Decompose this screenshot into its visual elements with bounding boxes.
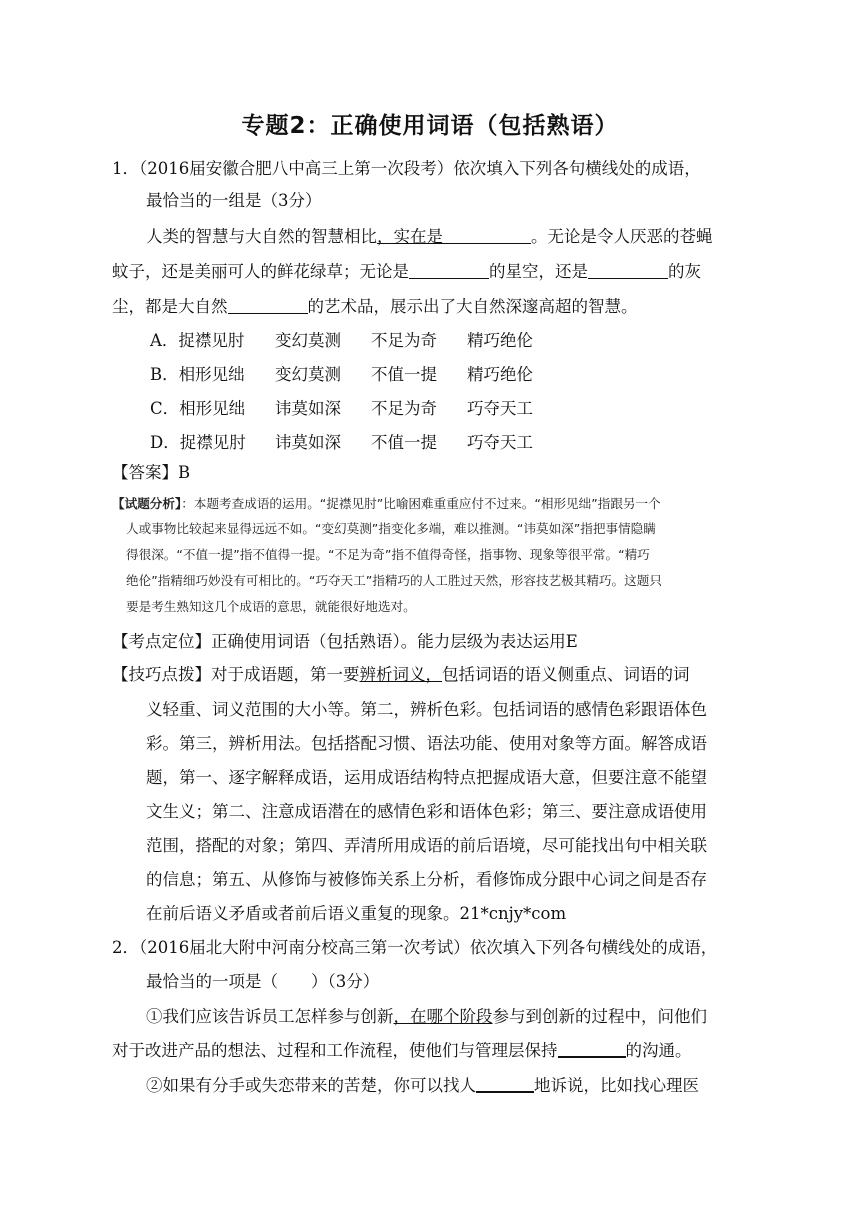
q1-passage-line3 (112, 296, 638, 318)
q1-stem-line1: 1．（2016届安徽合肥八中高三上第一次段考）依次填入下列各句横线处的成语， (112, 159, 701, 178)
q1-kaodian: 【考点定位】正确使用词语（包括熟语）。能力层级为表达运用E (112, 632, 578, 651)
q1-jiqiao-line3: 彩。第三，辨析用法。包括搭配习惯、语法功能、使用对象等方面。解答成语 (146, 734, 707, 753)
q1-jiqiao-line2: 义轻重、词义范围的大小等。第二，辨析色彩。包括词语的感情色彩跟语体色 (146, 700, 707, 719)
q1-analysis-line1: 【试题分析】：本题考查成语的运用。“捉襟见肘”比喻困难重重应付不过来。“相形见绌”指跟另一个 (112, 496, 661, 511)
jiqiao-underlined: 辨析词义， (359, 665, 442, 684)
q1-analysis-line3: 得很深。“不值一提”指不值得一提。“不足为奇”指不值得奇怪，指事物、现象等很平常。“精巧 (126, 547, 650, 562)
q1-jiqiao-line8: 在前后语义矛盾或者前后语义重复的现象。21*cnjy*com (146, 904, 567, 923)
q2-sentence2-line1: ②如果有分手或失恋带来的苦楚，你可以找人 地诉说，比如找心理医 (146, 1076, 699, 1095)
q1-passage-text: 。无论是令人厌恶的苍蝇 (531, 227, 713, 246)
q1-blank-2 (409, 262, 489, 279)
q1-option-c: C．相形见绌 讳莫如深 不足为奇 巧夺天工 (150, 399, 533, 418)
analysis-tag: 【试题分析】 (112, 496, 182, 511)
page-title: 专题2：正确使用词语（包括熟语） (241, 113, 619, 139)
q2-blank-2 (476, 1075, 534, 1093)
q1-blank-3 (588, 262, 668, 279)
q1-analysis-line5: 要是考生熟知这几个成语的意思，就能很好地选对。 (126, 599, 416, 614)
q1-passage-line2 (112, 261, 701, 283)
jiqiao-tag: 【技巧点拨】 (112, 665, 211, 684)
q2-stem-line1: 2．（2016届北大附中河南分校高三第一次考试）依次填入下列各句横线处的成语， (112, 938, 718, 957)
q1-jiqiao-line1: 【技巧点拨】对于成语题，第一要辨析词义，包括词语的语义侧重点、词语的词 (112, 665, 690, 684)
q2-blank-1 (558, 1040, 626, 1058)
q1-blank-4 (228, 297, 308, 314)
q1-answer: 【答案】B (112, 463, 191, 482)
q1-analysis-line4: 绝伦”指精细巧妙没有可相比的。“巧夺天工”指精巧的人工胜过天然，形容技艺极其精巧。这题只 (126, 573, 662, 588)
q1-jiqiao-line5: 文生义；第二、注意成语潜在的感情色彩和语体色彩；第三、要注意成语使用 (146, 802, 707, 821)
q1-jiqiao-line6: 范围，搭配的对象；第四、弄清所用成语的前后语境，尽可能找出句中相关联 (146, 836, 707, 855)
q1-blank-1 (443, 227, 531, 244)
q1-passage-text: 的星空，还是 (489, 262, 588, 281)
q1-analysis-line2: 人或事物比较起来显得远远不如。“变幻莫测”指变化多端，难以推测。“讳莫如深”指把事情隐瞒 (126, 521, 656, 536)
q1-passage-text: 尘，都是大自然 (112, 297, 228, 316)
q1-passage-text: 的艺术品，展示出了大自然深邃高超的智慧。 (307, 297, 638, 316)
q2-sentence1-line1: ①我们应该告诉员工怎样参与创新，在哪个阶段参与到创新的过程中，问他们 (146, 1007, 707, 1026)
q1-option-b: B．相形见绌 变幻莫测 不值一提 精巧绝伦 (150, 365, 533, 384)
q1-jiqiao-line4: 题，第一、逐字解释成语，运用成语结构特点把握成语大意，但要注意不能望 (146, 768, 707, 787)
q1-passage-underlined: ，实在是 (377, 227, 443, 246)
q1-option-d: D．捉襟见肘 讳莫如深 不值一提 巧夺天工 (150, 433, 533, 452)
q1-stem-line2: 最恰当的一组是（3分） (146, 191, 322, 210)
q1-passage-text: 蚊子，还是美丽可人的鲜花绿草；无论是 (112, 262, 409, 281)
q1-passage-text: 的灰 (668, 262, 701, 281)
q2-underlined: ，在哪个阶段 (393, 1007, 493, 1026)
q2-sentence1-line2: 对于改进产品的想法、过程和工作流程，使他们与管理层保持 的沟通。 (112, 1041, 692, 1060)
q1-passage-text: 人类的智慧与大自然的智慧相比 (146, 227, 377, 246)
q2-stem-line2: 最恰当的一项是（ ）（3分） (146, 972, 380, 991)
q1-passage-line1 (146, 226, 713, 248)
q1-jiqiao-line7: 的信息；第五、从修饰与被修饰关系上分析，看修饰成分跟中心词之间是否存 (146, 870, 707, 889)
q1-option-a: A．捉襟见肘 变幻莫测 不足为奇 精巧绝伦 (150, 331, 533, 350)
